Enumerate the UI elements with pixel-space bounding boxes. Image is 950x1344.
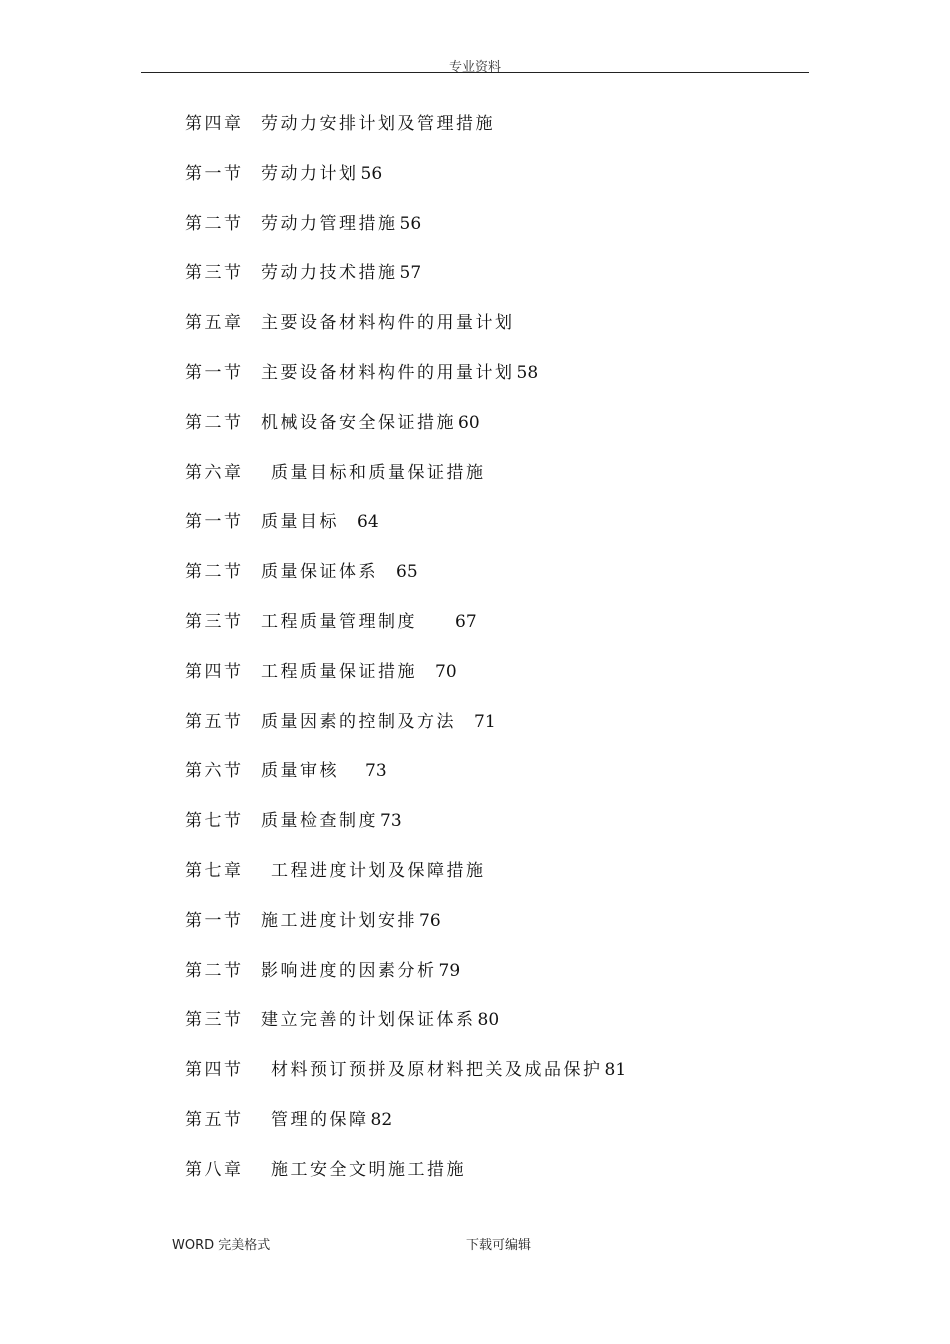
toc-entry[interactable] [185, 608, 825, 658]
toc-entry-label: 第五章 [185, 313, 244, 334]
toc-entry-title: 质量审核 [261, 761, 339, 782]
toc-entry-page: 73 [365, 761, 387, 782]
toc-entry-label: 第二节 [185, 562, 244, 583]
toc-entry[interactable] [185, 309, 825, 359]
toc-entry[interactable] [185, 1006, 825, 1056]
toc-entry[interactable] [185, 160, 825, 210]
toc-entry-label: 第一节 [185, 362, 244, 383]
toc-entry-title: 质量目标 [261, 512, 339, 533]
toc-entry-label: 第七节 [185, 811, 244, 832]
toc-entry-title: 施工安全文明施工措施 [271, 1159, 466, 1180]
toc-entry-page: 57 [399, 263, 422, 284]
toc-entry[interactable] [185, 409, 825, 459]
toc-entry-title: 工程进度计划及保障措施 [271, 860, 486, 881]
toc-entry-page: 58 [516, 362, 539, 383]
toc-entry-page: 60 [458, 412, 480, 433]
toc-entry-page: 81 [604, 1060, 627, 1081]
table-of-contents [185, 110, 825, 1206]
toc-entry-page: 71 [474, 711, 496, 732]
toc-entry-title: 施工进度计划安排 [261, 910, 417, 931]
toc-entry-page: 82 [370, 1109, 393, 1130]
toc-entry-title: 管理的保障 [271, 1109, 369, 1130]
header-divider [141, 72, 809, 73]
toc-entry-label: 第二节 [185, 960, 244, 981]
page-header: 专业资料 [448, 60, 501, 75]
toc-entry-label: 第一节 [185, 512, 244, 533]
toc-entry[interactable] [185, 459, 825, 509]
toc-entry-title: 质量目标和质量保证措施 [271, 462, 486, 483]
toc-entry-label: 第四章 [185, 114, 244, 134]
toc-entry-title: 劳动力安排计划及管理措施 [261, 114, 495, 134]
toc-entry-page: 79 [438, 960, 461, 981]
toc-entry-title: 主要设备材料构件的用量计划 [261, 313, 515, 334]
toc-entry-title: 劳动力计划 [261, 163, 359, 184]
toc-entry-title: 机械设备安全保证措施 [261, 412, 456, 433]
toc-entry[interactable] [185, 1056, 825, 1106]
toc-entry-label: 第四节 [185, 1060, 244, 1081]
toc-entry-page: 64 [357, 512, 379, 533]
toc-entry-page: 65 [396, 562, 418, 583]
toc-entry[interactable] [185, 1156, 825, 1206]
toc-entry-label: 第六节 [185, 761, 244, 782]
toc-entry-label: 第三节 [185, 263, 244, 284]
toc-entry-page: 80 [477, 1010, 500, 1031]
toc-entry-title: 质量检查制度 [261, 811, 378, 832]
toc-entry-page: 70 [435, 661, 457, 682]
toc-entry-title: 建立完善的计划保证体系 [261, 1010, 476, 1031]
toc-entry-title: 工程质量保证措施 [261, 661, 417, 682]
toc-entry[interactable] [185, 508, 825, 558]
toc-entry-title: 劳动力管理措施 [261, 213, 398, 234]
toc-entry-title: 质量因素的控制及方法 [261, 711, 456, 732]
toc-entry-label: 第七章 [185, 860, 244, 881]
toc-entry-label: 第四节 [185, 661, 244, 682]
toc-entry-label: 第五节 [185, 1109, 244, 1130]
footer-format-note: WORD 完美格式 [172, 1238, 271, 1253]
toc-entry-title: 主要设备材料构件的用量计划 [261, 362, 515, 383]
toc-entry[interactable] [185, 1106, 825, 1156]
toc-entry-label: 第三节 [185, 1010, 244, 1031]
toc-entry-page: 73 [380, 811, 402, 832]
toc-entry-title: 质量保证体系 [261, 562, 378, 583]
toc-entry[interactable] [185, 658, 825, 708]
toc-entry[interactable] [185, 957, 825, 1007]
toc-entry-title: 材料预订预拼及原材料把关及成品保护 [271, 1060, 603, 1081]
toc-entry-page: 67 [455, 611, 477, 632]
toc-entry-title: 劳动力技术措施 [261, 263, 398, 284]
toc-entry[interactable] [185, 807, 825, 857]
toc-entry-page: 56 [360, 163, 383, 184]
toc-entry[interactable] [185, 259, 825, 309]
toc-entry[interactable] [185, 110, 825, 160]
toc-entry-label: 第二节 [185, 412, 244, 433]
toc-entry-label: 第五节 [185, 711, 244, 732]
toc-entry-label: 第八章 [185, 1159, 244, 1180]
toc-entry-title: 工程质量管理制度 [261, 611, 417, 632]
toc-entry-label: 第一节 [185, 163, 244, 184]
toc-entry-label: 第一节 [185, 910, 244, 931]
toc-entry-label: 第二节 [185, 213, 244, 234]
toc-entry-label: 第六章 [185, 462, 244, 483]
toc-entry-title: 影响进度的因素分析 [261, 960, 437, 981]
footer-editable-note: 下载可编辑 [466, 1238, 532, 1253]
toc-entry-label: 第三节 [185, 611, 244, 632]
toc-entry[interactable] [185, 708, 825, 758]
toc-entry[interactable] [185, 757, 825, 807]
toc-entry[interactable] [185, 210, 825, 260]
toc-entry[interactable] [185, 558, 825, 608]
toc-entry[interactable] [185, 359, 825, 409]
toc-entry[interactable] [185, 857, 825, 907]
toc-entry-page: 76 [419, 910, 441, 931]
toc-entry[interactable] [185, 907, 825, 957]
toc-entry-page: 56 [399, 213, 422, 234]
